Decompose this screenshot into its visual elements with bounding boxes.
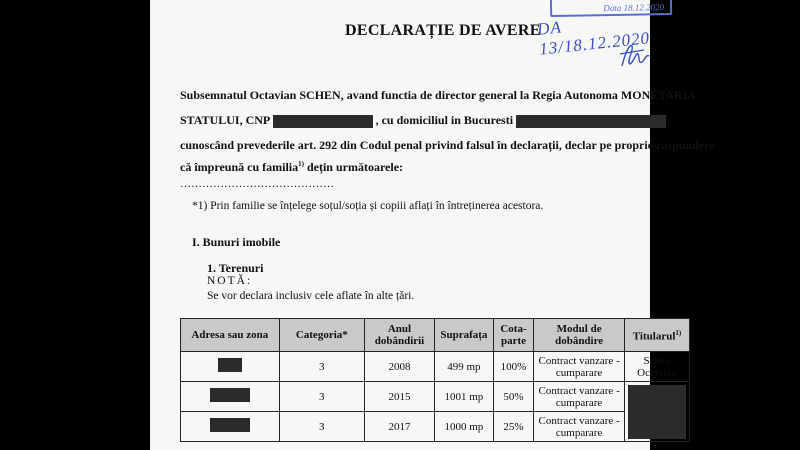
domicile-label: , cu domiciliul in Bucuresti	[375, 113, 514, 127]
area-cell: 499 mp	[435, 352, 494, 382]
col-header-acquisition: Modul de dobândire	[534, 319, 625, 352]
stamp-text: Data 18.12.2020	[603, 2, 665, 14]
address-redaction	[210, 388, 250, 402]
share-cell: 50%	[493, 382, 534, 412]
area-cell: 1000 mp	[435, 412, 494, 442]
col-header-category: Categoria*	[279, 319, 364, 352]
acquisition-cell: Contract vanzare - cumparare	[534, 352, 625, 382]
year-cell: 2017	[364, 412, 434, 442]
intro-line-4-b: dețin următoarele:	[303, 160, 404, 174]
col-header-area: Suprafața	[435, 319, 494, 352]
intro-line-1: Subsemnatul Octavian SCHEN, avand functia de director general la Regia Autonoma MONETARIA	[180, 88, 697, 102]
nota-text: Se vor declara inclusiv cele aflate în alte țări.	[207, 290, 415, 302]
cnp-redaction	[273, 115, 373, 128]
category-cell: 3	[279, 382, 364, 412]
land-table	[180, 318, 690, 442]
address-cell	[181, 412, 280, 442]
page-title: DECLARAȚIE DE AVERE	[345, 22, 541, 39]
handwritten-date: DA 13/18.12.2020	[536, 17, 651, 59]
col-header-address: Adresa sau zona	[181, 319, 280, 352]
col-header-owner	[625, 319, 690, 352]
intro-line-4-a: că împreună cu familia	[180, 160, 299, 174]
owner-redaction	[628, 385, 686, 439]
owner-cell-redacted	[625, 382, 690, 442]
address-cell	[181, 382, 280, 412]
year-cell: 2008	[364, 352, 434, 382]
intro-line-2	[180, 113, 666, 128]
subsection-heading: 1. Terenuri	[207, 261, 264, 275]
intro-line-3: cunoscând prevederile art. 292 din Codul penal privind falsul în declarații, declar pe proprie răspundere	[180, 138, 715, 152]
signature-icon	[618, 40, 652, 70]
document-page	[150, 0, 715, 450]
table-header-row	[181, 319, 690, 352]
acquisition-cell: Contract vanzare - cumparare	[534, 382, 625, 412]
area-cell: 1001 mp	[435, 382, 494, 412]
table-row	[181, 382, 690, 412]
address-cell	[181, 352, 280, 382]
col-header-share: Cota-parte	[493, 319, 534, 352]
address-redaction	[210, 418, 250, 432]
address-redaction	[218, 358, 242, 372]
owner-header-sup: 1)	[675, 329, 682, 338]
nota-label: NOTĂ:	[207, 275, 253, 287]
year-cell: 2015	[364, 382, 434, 412]
share-cell: 100%	[493, 352, 534, 382]
cnp-label: STATULUI, CNP	[180, 113, 270, 127]
table-row	[181, 412, 690, 442]
footnote-marker: 1)	[298, 160, 304, 168]
owner-cell: Schen Octavian	[625, 352, 690, 382]
col-header-year: Anul dobândirii	[364, 319, 434, 352]
address-redaction	[516, 115, 666, 128]
owner-header-text: Titularul	[632, 330, 676, 343]
dotted-line: ……………………………………	[180, 178, 334, 190]
category-cell: 3	[279, 412, 364, 442]
category-cell: 3	[279, 352, 364, 382]
section-heading: I. Bunuri imobile	[192, 235, 281, 249]
share-cell: 25%	[493, 412, 534, 442]
acquisition-cell: Contract vanzare - cumparare	[534, 412, 625, 442]
table-row	[181, 352, 690, 382]
footnote: *1) Prin familie se înțelege soțul/soția și copiii aflați în întreținerea acestora.	[192, 200, 544, 212]
intro-line-4	[180, 160, 403, 175]
